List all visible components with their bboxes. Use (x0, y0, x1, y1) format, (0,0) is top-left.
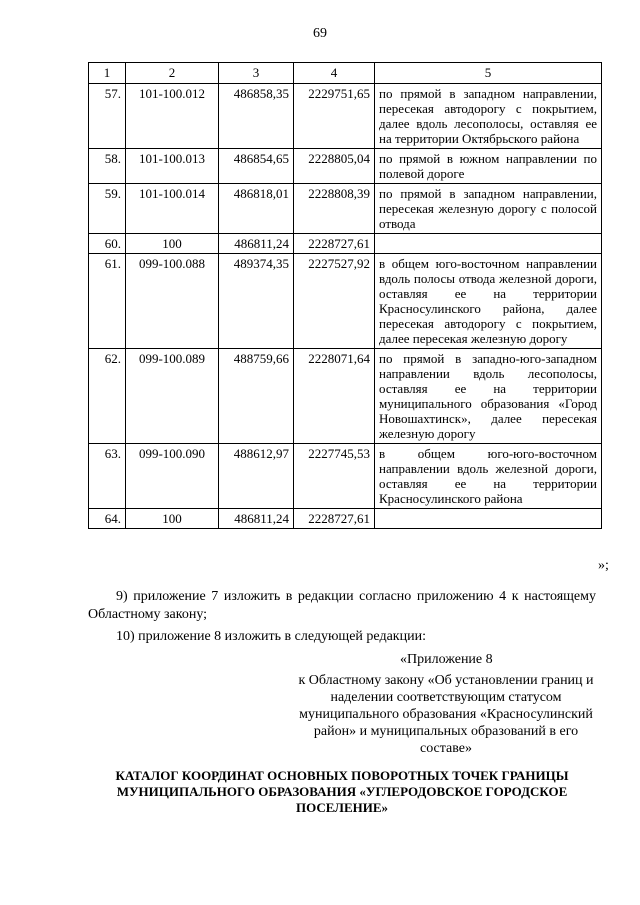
cell-num: 57. (89, 84, 126, 149)
table-row (89, 234, 602, 254)
cell-num: 58. (89, 149, 126, 184)
cell-desc (375, 509, 602, 529)
cell-y: 2228805,04 (294, 149, 375, 184)
cell-x: 486858,35 (219, 84, 294, 149)
cell-y: 2227527,92 (294, 254, 375, 349)
cell-desc: в общем юго-юго-восточном направлении вдоль железной дороги, оставляя ее на территории Красносулинского района (375, 444, 602, 509)
table-row (89, 349, 602, 444)
cell-x: 488612,97 (219, 444, 294, 509)
coordinates-table (88, 62, 602, 529)
header-col-2: 2 (126, 63, 219, 84)
cell-point: 101-100.013 (126, 149, 219, 184)
cell-y: 2228727,61 (294, 509, 375, 529)
cell-desc: по прямой в южном направлении по полевой дороге (375, 149, 602, 184)
cell-point: 099-100.088 (126, 254, 219, 349)
header-col-4: 4 (294, 63, 375, 84)
cell-num: 62. (89, 349, 126, 444)
appendix-subtitle: к Областному закону «Об установлении границ и наделении соответствующим статусом муниципального образования «Красносулинский район» и муниципальных образований в его составе» (298, 673, 594, 756)
cell-x: 486854,65 (219, 149, 294, 184)
cell-y: 2227745,53 (294, 444, 375, 509)
cell-num: 61. (89, 254, 126, 349)
table-row (89, 254, 602, 349)
cell-y: 2228808,39 (294, 184, 375, 234)
cell-desc: в общем юго-восточном направлении вдоль полосы отвода железной дороги, оставляя ее на территории Красносулинского района, далее пересекая автодорогу с покрытием, далее пересекая железную дорогу (375, 254, 602, 349)
paragraph-10: 10) приложение 8 изложить в следующей редакции: (116, 629, 426, 644)
cell-point: 100 (126, 509, 219, 529)
page-number: 69 (313, 26, 327, 41)
closing-quote-mark: »; (598, 558, 609, 573)
cell-y: 2228727,61 (294, 234, 375, 254)
table-row (89, 184, 602, 234)
appendix-title: «Приложение 8 (400, 652, 493, 667)
cell-x: 486811,24 (219, 234, 294, 254)
cell-point: 101-100.012 (126, 84, 219, 149)
cell-y: 2229751,65 (294, 84, 375, 149)
cell-num: 63. (89, 444, 126, 509)
cell-desc: по прямой в западном направлении, пересекая автодорогу с покрытием, далее вдоль лесополосы, оставляя ее на территории Октябрьского района (375, 84, 602, 149)
cell-desc (375, 234, 602, 254)
table-row (89, 509, 602, 529)
cell-desc: по прямой в западно-юго-западном направлении вдоль лесополосы, оставляя ее на территории муниципального образования «Город Новошахтинск», далее пересекая железную дорогу (375, 349, 602, 444)
catalog-heading: КАТАЛОГ КООРДИНАТ ОСНОВНЫХ ПОВОРОТНЫХ ТОЧЕК ГРАНИЦЫ МУНИЦИПАЛЬНОГО ОБРАЗОВАНИЯ «УГЛЕРОДОВСКОЕ ГОРОДСКОЕ ПОСЕЛЕНИЕ» (115, 768, 569, 815)
cell-point: 101-100.014 (126, 184, 219, 234)
header-col-1: 1 (89, 63, 126, 84)
cell-desc: по прямой в западном направлении, пересекая железную дорогу с полосой отвода (375, 184, 602, 234)
cell-x: 488759,66 (219, 349, 294, 444)
table-row (89, 149, 602, 184)
cell-x: 489374,35 (219, 254, 294, 349)
cell-point: 099-100.090 (126, 444, 219, 509)
cell-x: 486818,01 (219, 184, 294, 234)
table-row (89, 84, 602, 149)
cell-num: 64. (89, 509, 126, 529)
cell-num: 59. (89, 184, 126, 234)
cell-point: 099-100.089 (126, 349, 219, 444)
header-col-3: 3 (219, 63, 294, 84)
table-header-row (89, 63, 602, 84)
cell-y: 2228071,64 (294, 349, 375, 444)
cell-point: 100 (126, 234, 219, 254)
cell-x: 486811,24 (219, 509, 294, 529)
header-col-5: 5 (375, 63, 602, 84)
cell-num: 60. (89, 234, 126, 254)
table-row (89, 444, 602, 509)
paragraph-9: 9) приложение 7 изложить в редакции согласно приложению 4 к настоящему Областному закону; (88, 589, 596, 622)
